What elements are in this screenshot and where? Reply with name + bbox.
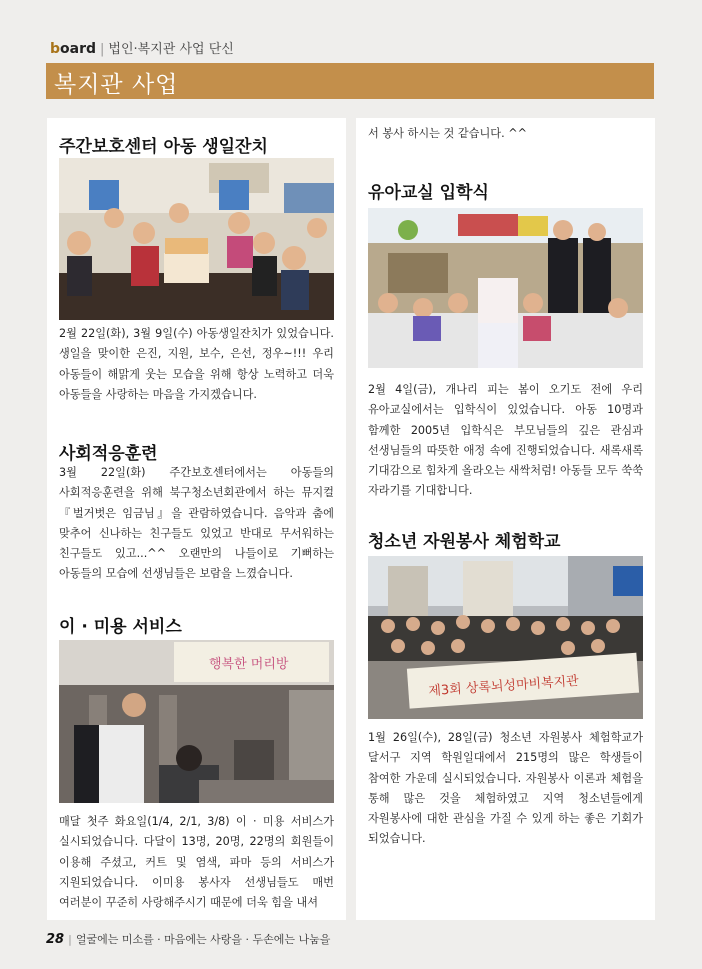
social-training-title: 사회적응훈련 bbox=[59, 444, 158, 464]
birthday-title: 주간보호센터 아동 생일잔치 bbox=[59, 137, 268, 157]
haircut-title: 이 · 미용 서비스 bbox=[59, 617, 182, 637]
volunteer-banner-text: 제3회 상록뇌성마비복지관 bbox=[428, 673, 580, 700]
volunteer-title: 청소년 자원봉사 체험학교 bbox=[368, 532, 561, 552]
haircut-banner-text: 행복한 머리방 bbox=[209, 657, 289, 672]
haircut-service-photo bbox=[59, 640, 334, 803]
birthday-text: 2월 22일(화), 3월 9일(수) 아동생일잔치가 있었습니다. 생일을 맞이한 은진, 지원, 보수, 은선, 정우~!!! 우리 아동들이 해맑게 웃는 모습을 위해 항상 노력하고 더욱 아동들을 사랑하는 마음을 가지겠습니다. bbox=[59, 327, 334, 401]
brand-logo: board bbox=[50, 41, 97, 57]
header-breadcrumb: board | 법인·복지관 사업 단신 bbox=[50, 41, 234, 57]
kindergarten-text: 2월 4일(금), 개나리 피는 봄이 오기도 전에 우리 유아교실에서는 입학식이 있었습니다. 아동 10명과 함께한 2005년 입학식은 부모님들의 깊은 관심과 선생님들의 따뜻한 애정 속에 진행되었습니다. 새록새록 기대감으로 힘차게 올라오는 새싹처럼! 아동들 모두 쑥쑥 자라기를 기대합니다. bbox=[368, 383, 643, 498]
section-banner bbox=[46, 63, 654, 99]
page-number: 28 bbox=[46, 932, 65, 947]
haircut-text-continued: 서 봉사 하시는 것 같습니다. ^^ bbox=[368, 127, 527, 140]
banner-title: 복지관 사업 bbox=[54, 72, 179, 98]
kindergarten-title: 유아교실 입학식 bbox=[368, 183, 489, 203]
haircut-text: 매달 첫주 화요일(1/4, 2/1, 3/8) 이 · 미용 서비스가 실시되었습니다. 다달이 13명, 20명, 22명의 회원들이 이용해 주셨고, 커트 및 염색, 파마 등의 서비스가 지원되었습니다. 이미용 봉사자 선생님들도 매번 여러분이 꾸준히 사랑해주시기 때문에 더욱 힘을 내셔 bbox=[59, 815, 334, 910]
volunteer-text: 1월 26일(수), 28일(금) 청소년 자원봉사 체험학교가 달서구 지역 학원일대에서 215명의 많은 학생들이 참여한 가운데 실시되었습니다. 자원봉사 이론과 체험을 통해 많은 것을 체험하였고 지역 청소년들에게 자원봉사에 대한 관심을 가질 수 있게 하는 좋은 기회가 되었습니다. bbox=[368, 731, 643, 846]
right-column bbox=[356, 118, 655, 920]
youth-volunteer-group-photo bbox=[368, 556, 643, 719]
footer-slogan: 얼굴에는 미소를 · 마음에는 사랑을 · 두손에는 나눔을 bbox=[75, 933, 331, 946]
left-column bbox=[47, 118, 346, 920]
kindergarten-ceremony-photo bbox=[368, 208, 643, 368]
page-footer: 28 | 얼굴에는 미소를 · 마음에는 사랑을 · 두손에는 나눔을 bbox=[46, 932, 331, 947]
social-training-text: 3월 22일(화) 주간보호센터에서는 아동들의 사회적응훈련을 위해 북구청소년회관에서 하는 뮤지컬 『벌거벗은 임금님』을 관람하였습니다. 음악과 춤에 맞추어 신나하는 친구들도 있었고 반대로 무서워하는 친구들도 있고...^^ 오랜만의 나들이로 기뻐하는 아동들의 모습에 선생님들은 보람을 느꼈습니다. bbox=[59, 466, 334, 581]
section-name: 법인·복지관 사업 단신 bbox=[108, 42, 234, 57]
birthday-party-photo bbox=[59, 158, 334, 320]
